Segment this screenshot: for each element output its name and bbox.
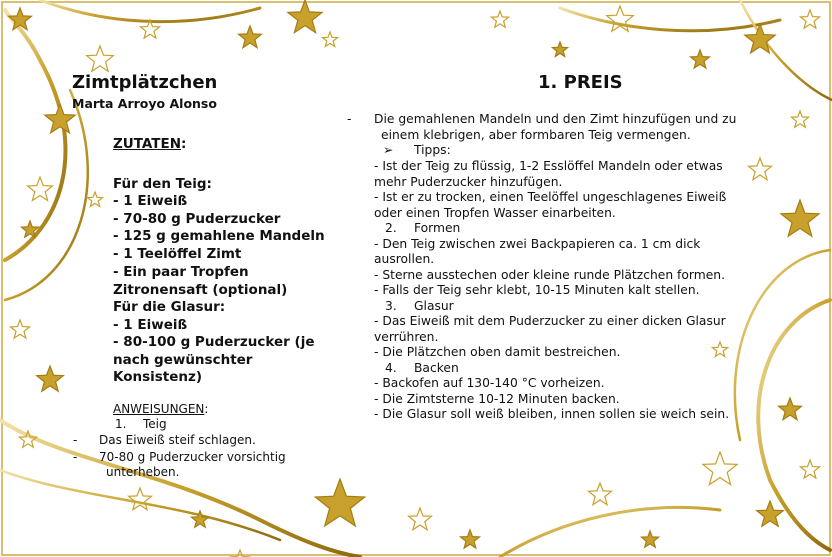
step-number: 3. <box>385 299 397 313</box>
star-icon <box>779 398 802 420</box>
star-icon <box>491 11 508 27</box>
instruction-line: Das Eiweiß steif schlagen. <box>99 433 256 447</box>
instruction-line: - Ist er zu trocken, einen Teelöffel ungeschlagenes Eiweiß <box>374 190 727 204</box>
ingredient-line: nach gewünschter <box>113 352 253 368</box>
instruction-line: 70-80 g Puderzucker vorsichtig <box>99 450 286 464</box>
instruction-line: ausrollen. <box>374 252 435 266</box>
star-icon <box>691 50 710 68</box>
star-icon <box>28 177 53 201</box>
instructions-heading-text: ANWEISUNGEN <box>113 402 205 416</box>
star-icon <box>87 192 102 207</box>
star-icon <box>45 104 75 133</box>
step-number: 4. <box>385 361 397 375</box>
ingredients-heading-colon: : <box>181 136 187 152</box>
ingredient-line: - 1 Teelöffel Zimt <box>113 246 242 262</box>
star-icon <box>87 46 114 71</box>
ingredient-line: Konsistenz) <box>113 369 203 385</box>
ingredient-line: - 1 Eiweiß <box>113 317 188 333</box>
instruction-line: oder einen Tropfen Wasser einarbeiten. <box>374 206 616 220</box>
bullet-dash: - <box>73 450 78 464</box>
star-icon <box>315 479 364 526</box>
instructions-heading <box>113 402 208 416</box>
star-icon <box>37 366 64 391</box>
instruction-line: - Ist der Teig zu flüssig, 1-2 Esslöffel Mandeln oder etwas <box>374 159 723 173</box>
step-title: Glasur <box>414 299 454 313</box>
instruction-line: - Das Eiweiß mit dem Puderzucker zu einer dicken Glasur <box>374 314 726 328</box>
star-icon <box>552 42 567 57</box>
recipe-title: Zimtplätzchen <box>72 72 218 93</box>
step-title: Backen <box>414 361 459 375</box>
instruction-line: - Die Plätzchen oben damit bestreichen. <box>374 345 621 359</box>
star-icon <box>589 483 612 505</box>
instruction-line: - Die Zimtsterne 10-12 Minuten backen. <box>374 392 620 406</box>
bullet-dash: - <box>73 433 78 447</box>
star-icon <box>791 111 808 127</box>
tips-heading: Tipps: <box>414 143 451 157</box>
instruction-line: unterheben. <box>106 465 180 479</box>
star-icon <box>461 530 480 548</box>
instructions-heading-colon: : <box>204 402 209 416</box>
ingredient-line: Zitronensaft (optional) <box>113 282 288 298</box>
ingredient-line: - 1 Eiweiß <box>113 193 188 209</box>
prize-heading: 1. PREIS <box>538 72 623 93</box>
ingredient-line: Für den Teig: <box>113 176 212 192</box>
ingredient-line: - 125 g gemahlene Mandeln <box>113 228 325 244</box>
ingredient-line: Für die Glasur: <box>113 299 226 315</box>
star-icon <box>801 10 820 28</box>
bullet-dash: - <box>347 112 352 126</box>
star-icon <box>409 508 432 530</box>
star-icon <box>801 460 820 478</box>
star-icon <box>239 26 262 48</box>
instruction-line: - Falls der Teig sehr klebt, 10-15 Minuten kalt stellen. <box>374 283 700 297</box>
instruction-line: mehr Puderzucker hinzufügen. <box>374 175 563 189</box>
instruction-line: - Den Teig zwischen zwei Backpapieren ca. 1 cm dick <box>374 237 701 251</box>
arrow-bullet-icon: ➢ <box>383 143 394 157</box>
star-icon <box>703 452 737 485</box>
star-icon <box>712 342 727 357</box>
instruction-line: einem klebrigen, aber formbaren Teig vermengen. <box>381 128 691 142</box>
star-icon <box>129 488 152 510</box>
star-icon <box>607 6 634 31</box>
ingredients-heading-text: ZUTATEN <box>113 136 182 152</box>
star-icon <box>288 0 322 33</box>
instruction-line: verrühren. <box>374 330 439 344</box>
star-icon <box>322 32 337 47</box>
instruction-line: - Die Glasur soll weiß bleiben, innen sollen sie weich sein. <box>374 407 730 421</box>
instruction-line: - Sterne ausstechen oder kleine runde Plätzchen formen. <box>374 268 725 282</box>
step-number: 1. <box>115 417 127 431</box>
ingredient-line: - 70-80 g Puderzucker <box>113 211 281 227</box>
recipe-author: Marta Arroyo Alonso <box>72 96 217 111</box>
star-icon <box>781 200 819 236</box>
instruction-line: Die gemahlenen Mandeln und den Zimt hinzufügen und zu <box>374 112 737 126</box>
step-title: Formen <box>414 221 461 235</box>
star-icon <box>757 501 784 526</box>
star-icon <box>11 320 30 338</box>
star-icon <box>749 158 772 180</box>
ingredient-line: - 80-100 g Puderzucker (je <box>113 334 315 350</box>
instruction-line: - Backofen auf 130-140 °C vorheizen. <box>374 376 605 390</box>
step-title: Teig <box>143 417 167 431</box>
ingredient-line: - Ein paar Tropfen <box>113 264 249 280</box>
ingredients-heading <box>113 136 186 152</box>
star-icon <box>641 531 658 547</box>
step-number: 2. <box>385 221 397 235</box>
